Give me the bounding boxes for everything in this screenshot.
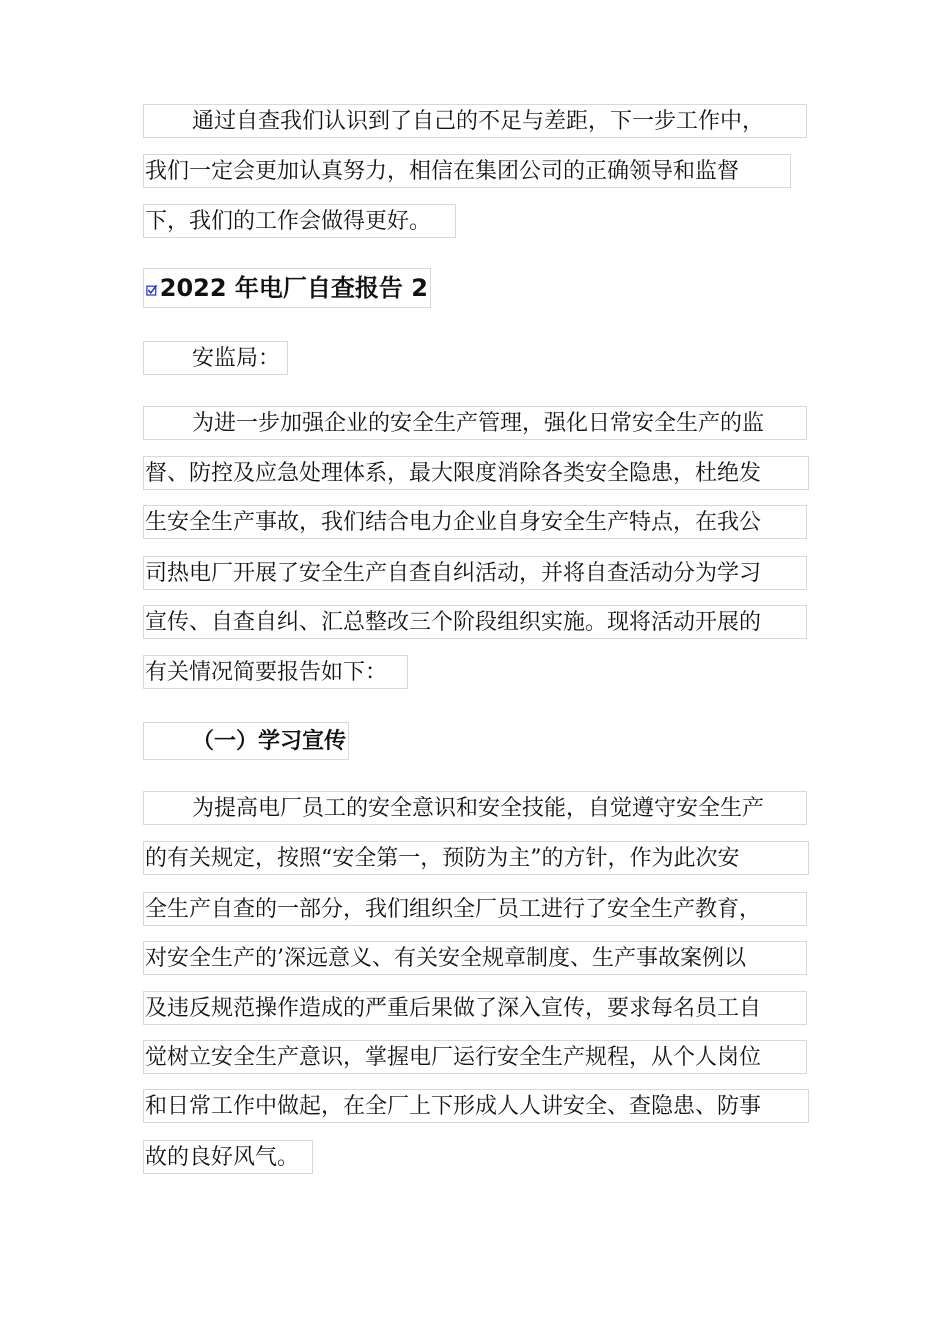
para2-line-6: 觉树立安全生产意识，掌握电厂运行安全生产规程，从个人岗位	[143, 1040, 807, 1074]
para1-line-3: 生安全生产事故，我们结合电力企业自身安全生产特点，在我公	[143, 505, 807, 539]
intro-line-2: 我们一定会更加认真努力，相信在集团公司的正确领导和监督	[143, 154, 791, 188]
para1-line-4: 司热电厂开展了安全生产自查自纠活动，并将自查活动分为学习	[143, 556, 807, 590]
checkbox-checked-icon	[146, 280, 158, 300]
para2-line-4: 对安全生产的’深远意义、有关安全规章制度、生产事故案例以	[143, 941, 807, 975]
section-title: 2022 年电厂自查报告 2	[159, 274, 428, 302]
intro-line-3: 下，我们的工作会做得更好。	[143, 204, 456, 238]
salutation: 安监局：	[143, 341, 288, 375]
para2-line-1: 为提高电厂员工的安全意识和安全技能，自觉遵守安全生产	[143, 791, 807, 825]
para1-line-2: 督、防控及应急处理体系，最大限度消除各类安全隐患，杜绝发	[143, 456, 809, 490]
para2-line-5: 及违反规范操作造成的严重后果做了深入宣传，要求每名员工自	[143, 991, 807, 1025]
para2-line-2: 的有关规定，按照“安全第一，预防为主”的方针，作为此次安	[143, 841, 809, 875]
para2-line-8: 故的良好风气。	[143, 1140, 313, 1174]
intro-line-1: 通过自查我们认识到了自己的不足与差距，下一步工作中，	[143, 104, 807, 138]
subsection-heading: （一）学习宣传	[143, 722, 349, 760]
para2-line-7: 和日常工作中做起，在全厂上下形成人人讲安全、查隐患、防事	[143, 1089, 809, 1123]
para1-line-1: 为进一步加强企业的安全生产管理，强化日常安全生产的监	[143, 406, 807, 440]
section-heading	[143, 268, 431, 308]
para1-line-6: 有关情况简要报告如下：	[143, 655, 408, 689]
para1-line-5: 宣传、自查自纠、汇总整改三个阶段组织实施。现将活动开展的	[143, 605, 807, 639]
para2-line-3: 全生产自查的一部分，我们组织全厂员工进行了安全生产教育，	[143, 892, 807, 926]
